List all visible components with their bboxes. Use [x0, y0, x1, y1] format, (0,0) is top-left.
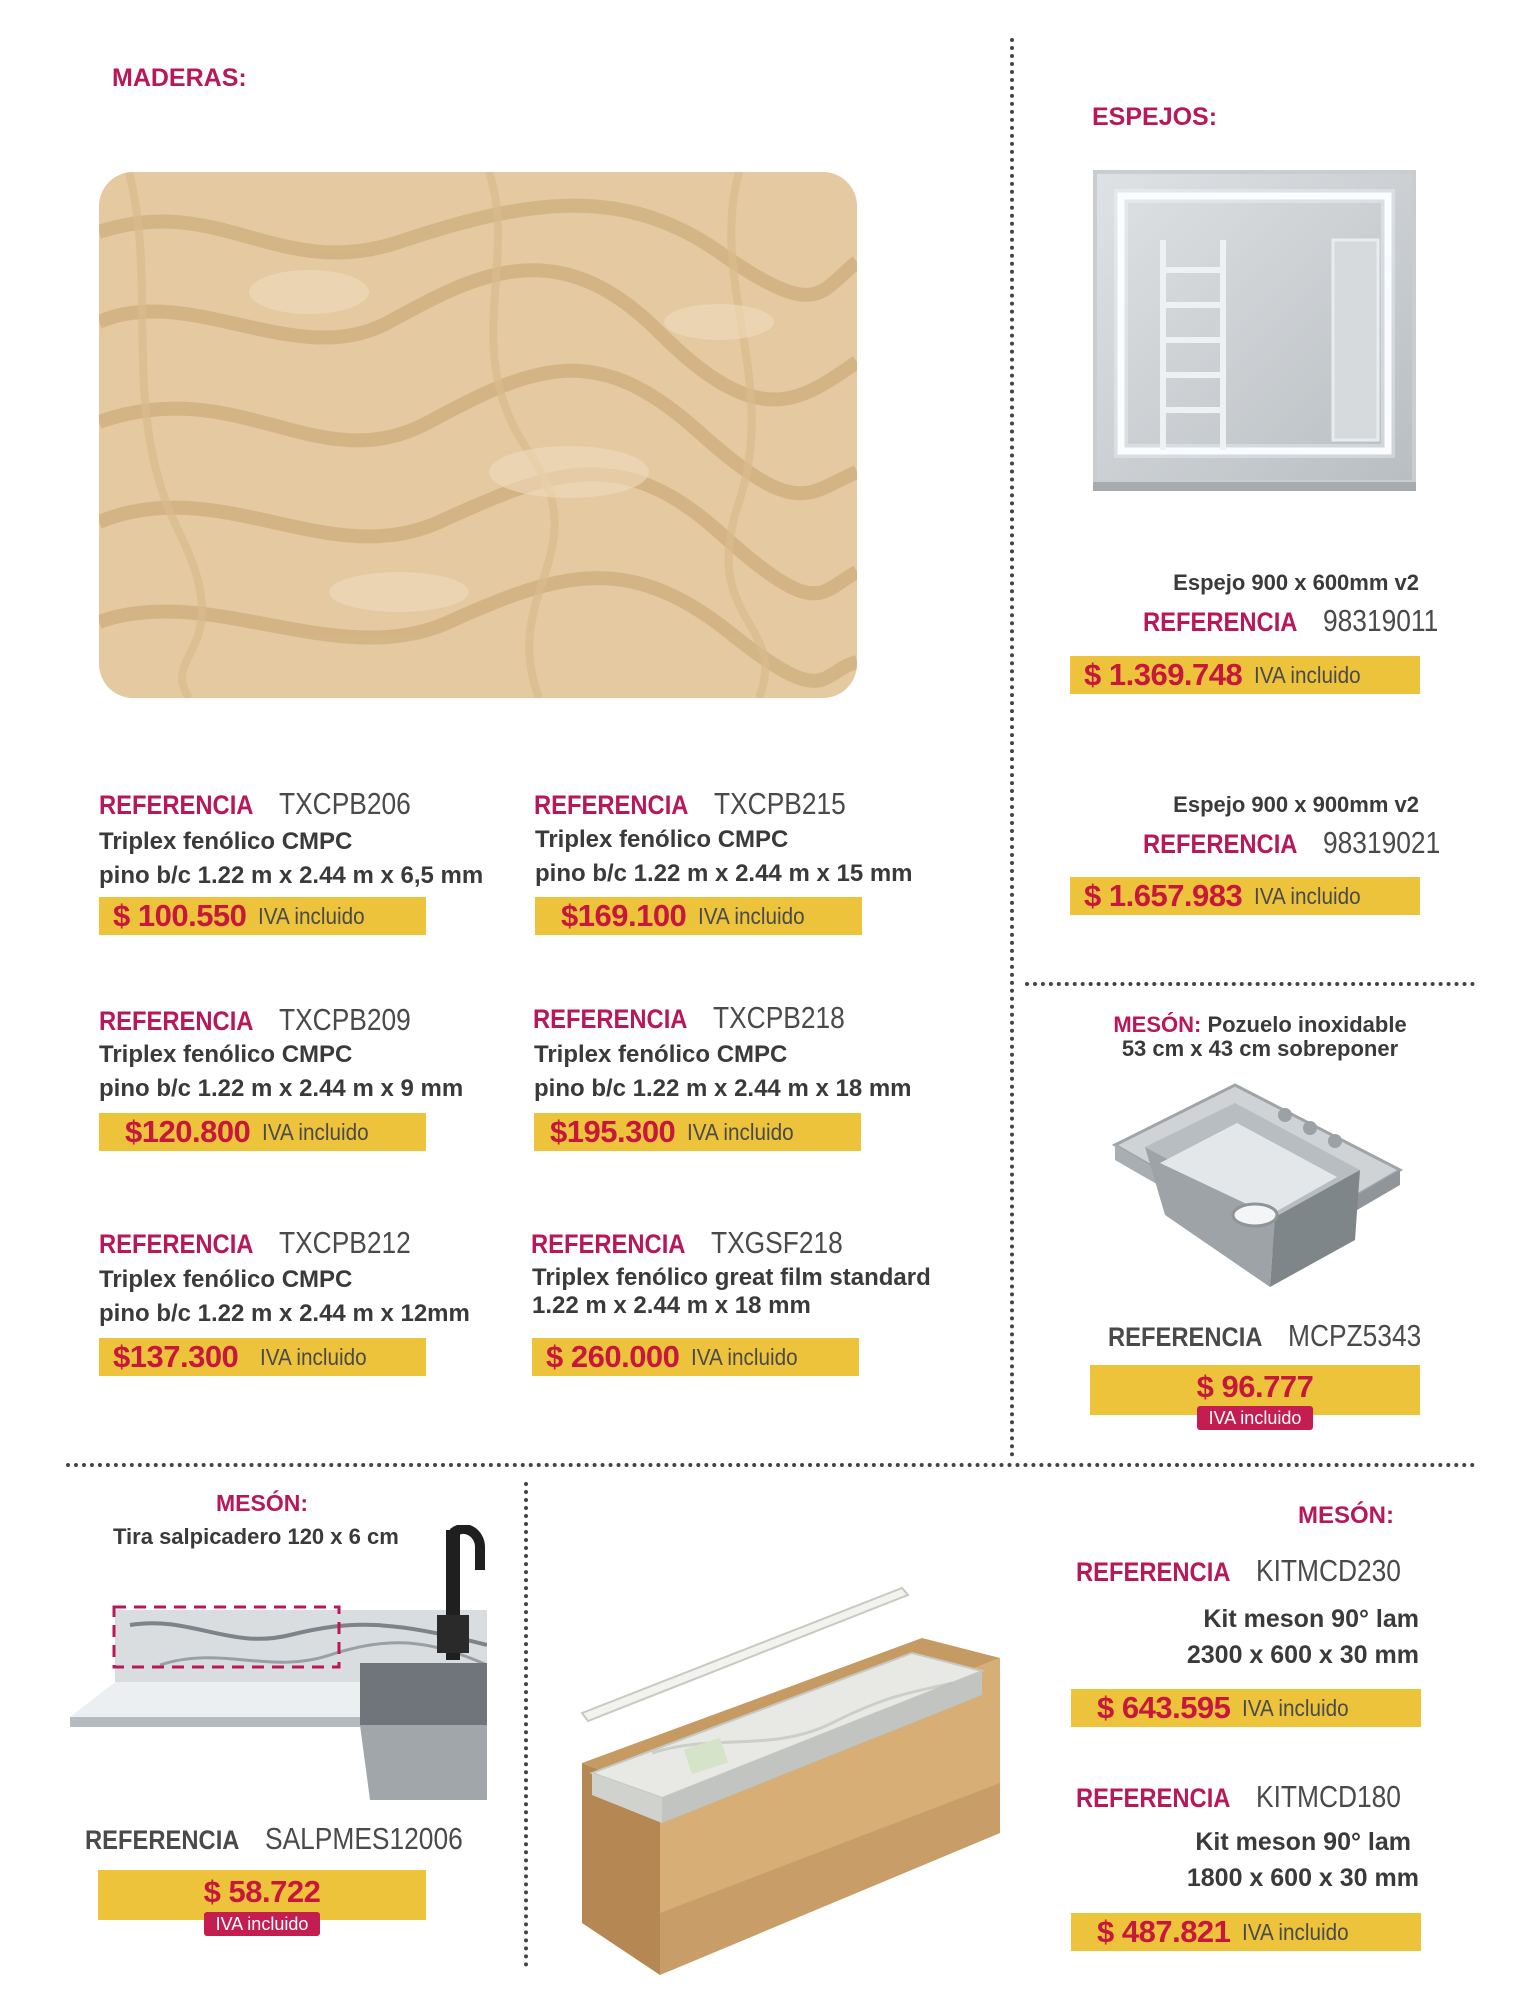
- maderas-title: MADERAS:: [112, 64, 247, 92]
- reference-label: REFERENCIA: [1143, 829, 1298, 859]
- iva-label: IVA incluido: [1254, 882, 1361, 909]
- reference-label: REFERENCIA: [99, 790, 254, 820]
- tira-iva-pill: IVA incluido: [204, 1912, 320, 1936]
- price: $195.300: [550, 1114, 676, 1149]
- kit-180-price-bar: [1071, 1913, 1421, 1951]
- pozuelo-title: MESÓN:: [1113, 1012, 1202, 1037]
- mirror-2-name: Espejo 900 x 900mm v2: [1173, 792, 1419, 817]
- description-line2: pino b/c 1.22 m x 2.44 m x 15 mm: [535, 860, 913, 887]
- description-line1: Kit meson 90° lam: [1203, 1605, 1419, 1633]
- product-txcpb212-reference: [99, 1225, 434, 1261]
- product-txcpb206-price-bar: [99, 897, 426, 935]
- reference-label: REFERENCIA: [1076, 1783, 1231, 1813]
- plywood-image: [99, 172, 857, 698]
- product-txcpb218-description: [534, 1038, 912, 1106]
- price: $137.300: [113, 1339, 239, 1374]
- product-txcpb212-price-bar: [99, 1338, 426, 1376]
- price: $120.800: [125, 1114, 251, 1149]
- kit-230-description: [1187, 1601, 1419, 1673]
- reference-code: KITMCD180: [1256, 1779, 1402, 1814]
- horizontal-divider-bottom: [66, 1463, 1476, 1467]
- countertop-strip-image: [70, 1525, 487, 1800]
- mirror-1-price-bar: [1070, 656, 1420, 694]
- iva-label: IVA incluido: [262, 1118, 369, 1145]
- mirror-2-price-bar: [1070, 877, 1420, 915]
- reference-label: REFERENCIA: [534, 790, 689, 820]
- product-txgsf218-price-bar: [532, 1338, 859, 1376]
- iva-label: IVA incluido: [691, 1343, 799, 1370]
- description-line2: pino b/c 1.22 m x 2.44 m x 9 mm: [99, 1075, 464, 1102]
- mirror-1-name: Espejo 900 x 600mm v2: [1173, 570, 1419, 595]
- product-txcpb206-description: [99, 825, 483, 893]
- pozuelo-line2: 53 cm x 43 cm sobreponer: [1121, 1036, 1399, 1061]
- kit-230-price-bar: [1071, 1689, 1421, 1727]
- product-txgsf218-reference: [531, 1225, 866, 1261]
- description-line1: Triplex fenólico CMPC: [535, 826, 789, 853]
- product-txcpb218-reference: [533, 1000, 868, 1036]
- reference-code: TXGSF218: [710, 1225, 843, 1260]
- reference-code: TXCPB209: [278, 1002, 411, 1037]
- price: $ 260.000: [546, 1339, 680, 1374]
- kit-180-description: [1187, 1824, 1419, 1896]
- reference-label: REFERENCIA: [1108, 1322, 1263, 1352]
- price: $ 100.550: [113, 898, 247, 933]
- pozuelo-iva-pill: IVA incluido: [1197, 1406, 1313, 1430]
- price: $ 1.657.983: [1084, 878, 1243, 913]
- kit-230-reference: [1076, 1553, 1427, 1589]
- iva-label: IVA incluido: [1242, 1918, 1350, 1945]
- iva-label: IVA incluido: [260, 1343, 367, 1370]
- reference-label: REFERENCIA: [531, 1229, 686, 1259]
- vertical-divider-top: [1010, 38, 1014, 1458]
- description-line1: Triplex fenólico CMPC: [99, 828, 353, 855]
- description-line2: pino b/c 1.22 m x 2.44 m x 6,5 mm: [99, 862, 484, 889]
- iva-label: IVA incluido: [1242, 1694, 1350, 1721]
- kits-title: MESÓN:: [1298, 1502, 1394, 1529]
- description-line1: Kit meson 90° lam: [1195, 1828, 1411, 1856]
- reference-code: 98319021: [1322, 825, 1441, 860]
- mirror-image: [1093, 170, 1416, 491]
- espejos-title: ESPEJOS:: [1092, 103, 1218, 131]
- pozuelo-line1: Pozuelo inoxidable: [1207, 1012, 1407, 1037]
- iva-label: IVA incluido: [698, 902, 805, 929]
- description-line1: Triplex fenólico CMPC: [534, 1041, 788, 1068]
- price: $ 643.595: [1097, 1690, 1231, 1725]
- description-line2: pino b/c 1.22 m x 2.44 m x 12mm: [99, 1300, 470, 1327]
- product-txcpb206-reference: [99, 786, 434, 822]
- reference-label: REFERENCIA: [99, 1229, 254, 1259]
- reference-code: TXCPB218: [712, 1000, 845, 1035]
- product-txgsf218-description: [532, 1264, 931, 1320]
- price: $ 487.821: [1097, 1914, 1231, 1949]
- description-line2: 1.22 m x 2.44 m x 18 mm: [532, 1292, 811, 1319]
- reference-code: 98319011: [1322, 603, 1439, 638]
- tira-reference: [85, 1821, 498, 1857]
- description-line2: 1800 x 600 x 30 mm: [1186, 1864, 1419, 1892]
- reference-code: KITMCD230: [1256, 1553, 1402, 1588]
- product-txcpb215-price-bar: [535, 897, 862, 935]
- reference-code: MCPZ5343: [1287, 1318, 1422, 1353]
- tira-title: MESÓN:: [216, 1490, 308, 1516]
- reference-label: REFERENCIA: [533, 1004, 688, 1034]
- reference-code: TXCPB215: [713, 786, 846, 821]
- description-line2: 2300 x 600 x 30 mm: [1186, 1641, 1419, 1669]
- tira-description: Tira salpicadero 120 x 6 cm: [113, 1524, 399, 1549]
- price: $ 1.369.748: [1084, 657, 1243, 692]
- product-txcpb215-reference: [534, 786, 869, 822]
- description-line2: pino b/c 1.22 m x 2.44 m x 18 mm: [534, 1075, 912, 1102]
- iva-label: IVA incluido: [1254, 661, 1361, 688]
- mirror-1-reference: [1143, 603, 1459, 639]
- kit-180-reference: [1076, 1779, 1427, 1815]
- iva-label: IVA incluido: [258, 902, 366, 929]
- product-txcpb209-price-bar: [99, 1113, 426, 1151]
- reference-label: REFERENCIA: [85, 1825, 240, 1855]
- price: $ 96.777: [1196, 1369, 1314, 1404]
- horizontal-divider-right: [1025, 982, 1475, 986]
- vertical-divider-bottom: [524, 1482, 528, 1967]
- reference-code: SALPMES12006: [264, 1821, 463, 1856]
- pozuelo-heading: [1040, 1013, 1480, 1061]
- product-txcpb209-reference: [99, 1002, 434, 1038]
- product-txcpb209-description: [99, 1038, 463, 1106]
- reference-code: TXCPB212: [278, 1225, 411, 1260]
- reference-label: REFERENCIA: [1143, 607, 1298, 637]
- iva-label: IVA incluido: [687, 1118, 794, 1145]
- reference-code: TXCPB206: [278, 786, 411, 821]
- price: $169.100: [561, 898, 687, 933]
- description-line1: Triplex fenólico CMPC: [99, 1041, 353, 1068]
- mirror-2-reference: [1143, 825, 1461, 861]
- description-line1: Triplex fenólico great film standard: [532, 1264, 931, 1291]
- kit-meson-image: [572, 1583, 1004, 1975]
- reference-label: REFERENCIA: [1076, 1557, 1231, 1587]
- reference-label: REFERENCIA: [99, 1006, 254, 1036]
- pozuelo-reference: [1108, 1318, 1445, 1354]
- product-txcpb215-description: [535, 823, 913, 891]
- product-txcpb212-description: [99, 1263, 470, 1331]
- description-line1: Triplex fenólico CMPC: [99, 1266, 353, 1293]
- price: $ 58.722: [203, 1874, 321, 1909]
- product-txcpb218-price-bar: [534, 1113, 861, 1151]
- sink-image: [1105, 1075, 1405, 1305]
